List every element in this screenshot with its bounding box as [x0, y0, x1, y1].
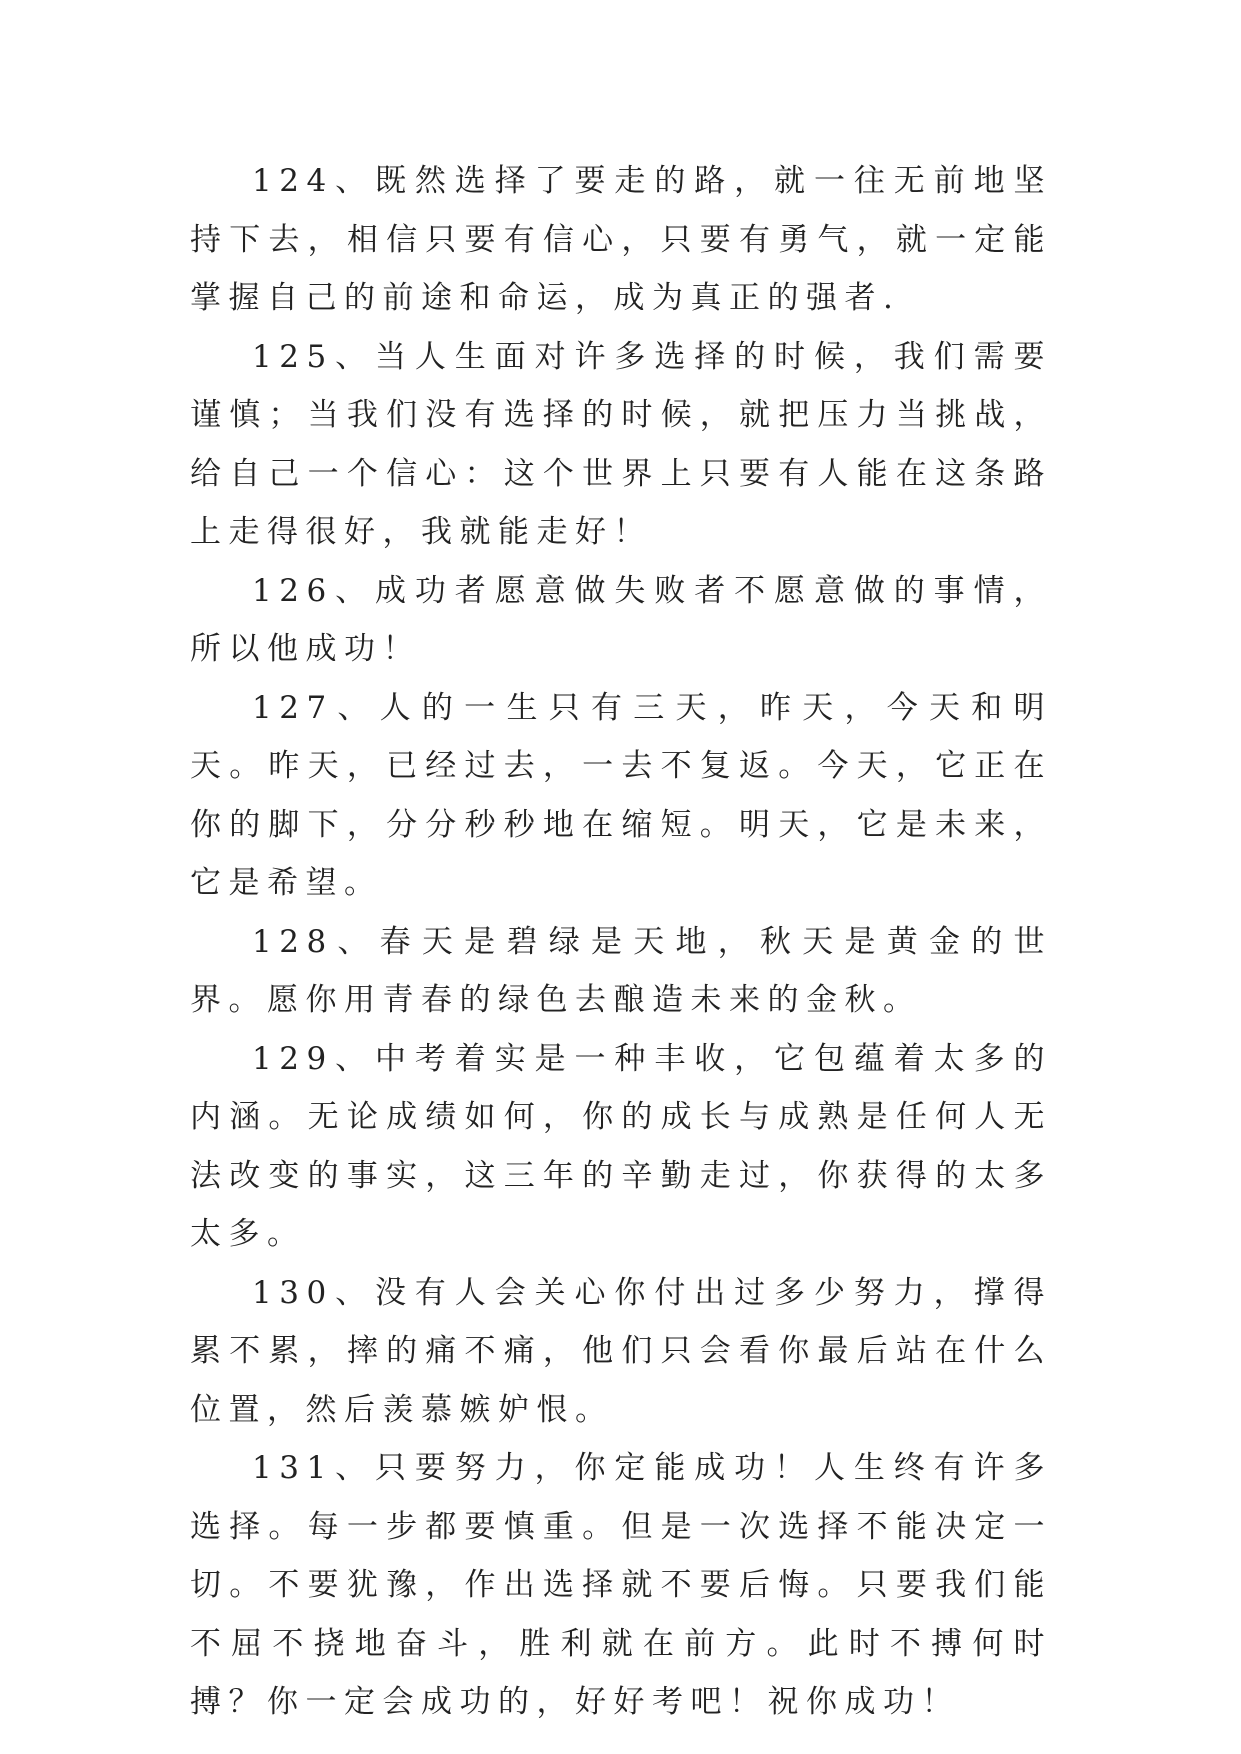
- paragraph-130: 130、没有人会关心你付出过多少努力，撑得累不累，摔的痛不痛，他们只会看你最后站在什么位置，然后羡慕嫉妒恨。: [190, 1274, 1052, 1428]
- paragraph-126: 126、成功者愿意做失败者不愿意做的事情，所以他成功！: [190, 572, 1052, 667]
- paragraph-128: 128、春天是碧绿是天地，秋天是黄金的世界。愿你用青春的绿色去酿造未来的金秋。: [190, 923, 1052, 1018]
- document-body: [190, 152, 1052, 1732]
- paragraph-127: 127、人的一生只有三天，昨天，今天和明天。昨天，已经过去，一去不复返。今天，它正在你的脚下，分分秒秒地在缩短。明天，它是未来，它是希望。: [190, 689, 1052, 901]
- paragraph-129: 129、中考着实是一种丰收，它包蕴着太多的内涵。无论成绩如何，你的成长与成熟是任何人无法改变的事实，这三年的辛勤走过，你获得的太多太多。: [190, 1040, 1052, 1252]
- paragraph-125: 125、当人生面对许多选择的时候，我们需要谨慎；当我们没有选择的时候，就把压力当挑战，给自己一个信心：这个世界上只要有人能在这条路上走得很好，我就能走好！: [190, 338, 1052, 550]
- paragraph-124: 124、既然选择了要走的路，就一往无前地坚持下去，相信只要有信心，只要有勇气，就一定能掌握自己的前途和命运，成为真正的强者.: [190, 163, 1052, 316]
- paragraph-131: 131、只要努力，你定能成功！人生终有许多选择。每一步都要慎重。但是一次选择不能决定一切。不要犹豫，作出选择就不要后悔。只要我们能不屈不挠地奋斗，胜利就在前方。此时不搏何时搏？你一定会成功的，好好考吧！祝你成功！: [190, 1450, 1052, 1720]
